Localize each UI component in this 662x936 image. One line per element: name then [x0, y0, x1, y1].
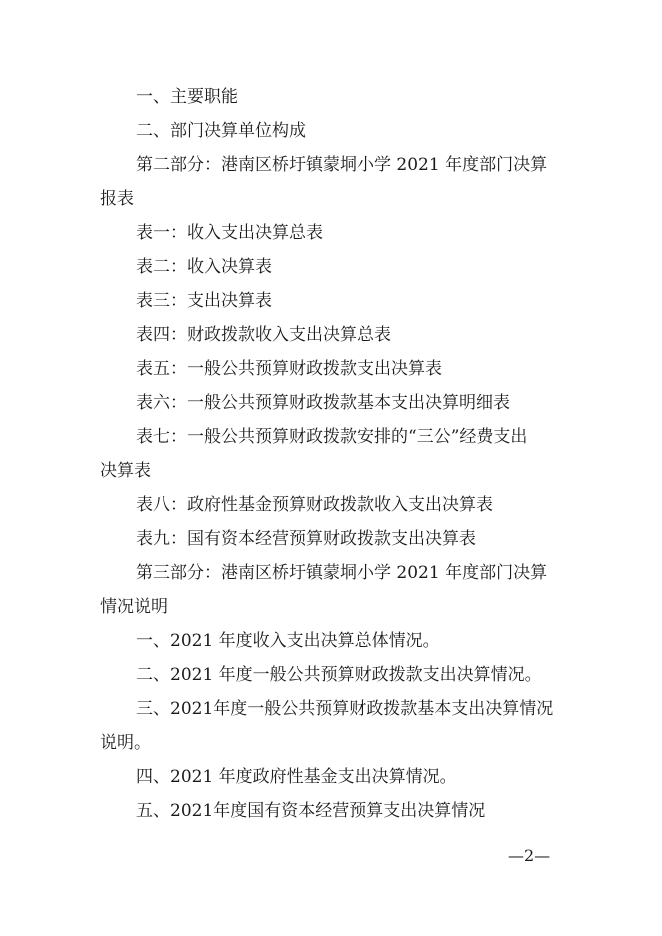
toc-line-section-1: 一、2021 年度收入支出决算总体情况。: [136, 631, 440, 651]
toc-line-main-functions: 一、主要职能: [136, 87, 238, 107]
toc-line-part-three-heading: 第三部分：港南区桥圩镇蒙垌小学 2021 年度部门决算: [136, 563, 548, 583]
toc-line-section-2: 二、2021 年度一般公共预算财政拨款支出决算情况。: [136, 665, 542, 685]
toc-line-part-two-heading: 第二部分：港南区桥圩镇蒙垌小学 2021 年度部门决算: [136, 155, 548, 175]
toc-line-table-3: 表三：支出决算表: [136, 291, 272, 311]
toc-line-section-4: 四、2021 年度政府性基金支出决算情况。: [136, 767, 457, 787]
toc-line-table-1: 表一：收入支出决算总表: [136, 223, 323, 243]
toc-line-section-5: 五、2021年度国有资本经营预算支出决算情况: [136, 801, 486, 821]
toc-line-table-6: 表六：一般公共预算财政拨款基本支出决算明细表: [136, 393, 510, 413]
toc-line-table-2: 表二：收入决算表: [136, 257, 272, 277]
toc-line-table-5: 表五：一般公共预算财政拨款支出决算表: [136, 359, 442, 379]
page-number: —2—: [508, 846, 551, 865]
toc-line-table-4: 表四：财政拨款收入支出决算总表: [136, 325, 391, 345]
toc-line-table-8: 表八：政府性基金预算财政拨款收入支出决算表: [136, 495, 493, 515]
toc-line-table-9: 表九：国有资本经营预算财政拨款支出决算表: [136, 529, 476, 549]
toc-line-section-3: 三、2021年度一般公共预算财政拨款基本支出决算情况: [136, 699, 554, 719]
document-body: [100, 80, 562, 828]
toc-line-section-3-cont: 说明。: [100, 733, 151, 753]
toc-line-unit-composition: 二、部门决算单位构成: [136, 121, 306, 141]
toc-line-table-7: 表七：一般公共预算财政拨款安排的“三公”经费支出: [136, 427, 528, 447]
toc-line-part-three-heading-cont: 情况说明: [100, 597, 168, 617]
toc-line-part-two-heading-cont: 报表: [100, 189, 134, 209]
toc-line-table-7-cont: 决算表: [100, 461, 151, 481]
